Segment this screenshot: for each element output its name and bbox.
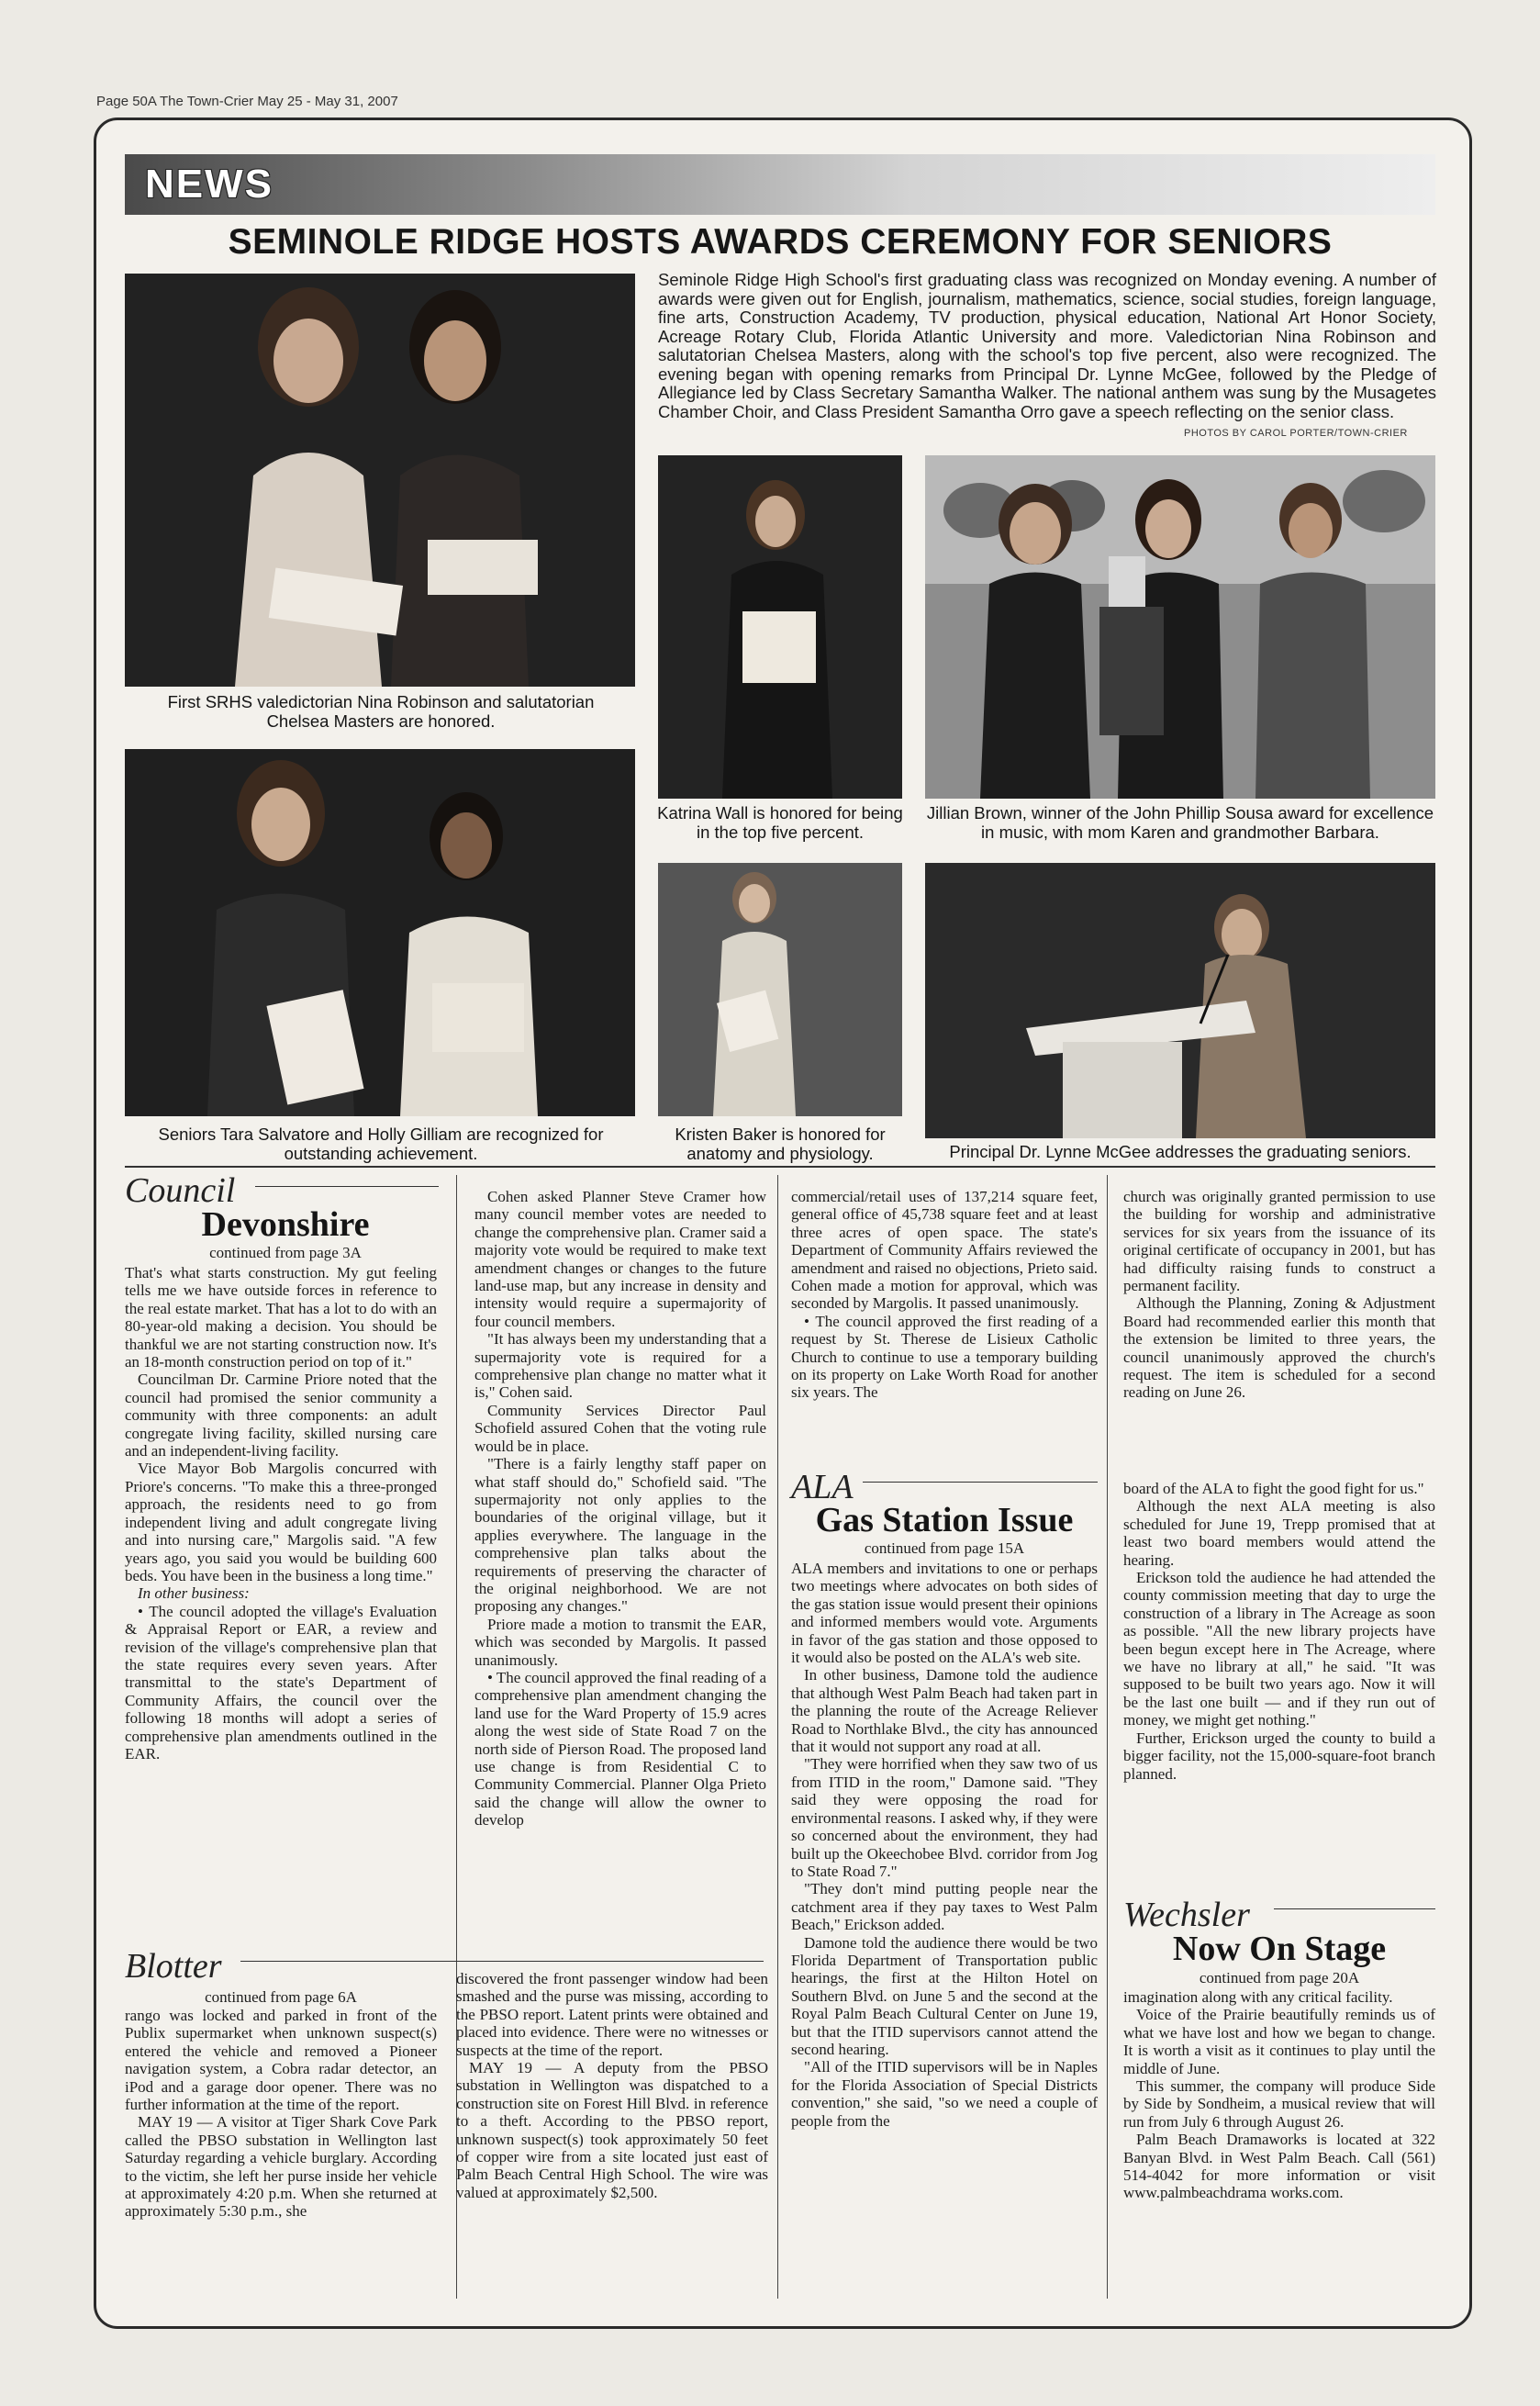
paragraph: MAY 19 — A visitor at Tiger Shark Cove Park called the PBSO substation in Wellington last Saturday regarding a vehicle burglary. According to the victim, she left her purse inside her vehicle at approximately 4:20 p.m. When she returned at approximately 5:30 p.m., she <box>125 2113 437 2221</box>
paragraph: Although the Planning, Zoning & Adjustment Board had recommended earlier this month that the extension be limited to three years, the council unanimously approved the church's request. The item is scheduled for a second reading on June 26. <box>1123 1294 1435 1402</box>
council-column-2 <box>474 1188 766 1830</box>
caption-baker: Kristen Baker is honored for anatomy and physiology. <box>675 1125 886 1163</box>
paragraph: rango was locked and parked in front of the Publix supermarket when unknown suspect(s) entered the vehicle and removed a Pioneer navigation system, a Cobra radar detector, an iPod and a garage door opener. There was no further information at the time of the report. <box>125 2007 437 2114</box>
photo-credit: PHOTOS BY CAROL PORTER/TOWN-CRIER <box>1184 428 1408 439</box>
paragraph: • The council adopted the village's Evaluation & Appraisal Report or EAR, a review and revision of the village's comprehensive plan that the state requires every seven years. After transmittal to the state's Department of Community Affairs, the council over the following 18 months will adopt a series of comprehensive plan amendments outlined in the EAR. <box>125 1602 437 1763</box>
paragraph: Voice of the Prairie beautifully reminds us of what we have lost and how we began to change. It is worth a visit as it continues to play until the middle of June. <box>1123 2006 1435 2077</box>
paragraph: Priore made a motion to transmit the EAR, which was seconded by Margolis. It passed unanimously. <box>474 1615 766 1669</box>
paragraph: imagination along with any critical facility. <box>1123 1988 1393 2006</box>
paragraph: MAY 19 — A deputy from the PBSO substation in Wellington was dispatched to a construction site on Forest Hill Blvd. in reference to a theft. According to the PBSO report, unknown suspect(s) took approximately 50 feet of copper wire from a site located just east of Palm Beach Central High School. The wire was valued at approximately $2,500. <box>456 2059 768 2201</box>
paragraph: • The council approved the final reading of a comprehensive plan amendment changing the land use for the Ward Property of 15.9 acres along the west side of State Road 7 on the north side of Pierson Road. The proposed land use change is from Residential C to Community Commercial. Planner Olga Prieto said the change will allow the owner to develop <box>474 1668 766 1830</box>
wechsler-column-4 <box>1123 1988 1435 2202</box>
council-kicker-rule <box>255 1186 439 1187</box>
paragraph: board of the ALA to fight the good fight for us." <box>1123 1480 1424 1497</box>
paragraph: commercial/retail uses of 137,214 square feet, general office of 45,738 square feet and at least three acres of open space. The state's Department of Community Affairs reviewed the amendment and raised no objections, Prieto said. Cohen made a motion for approval, which was seconded by Margolis. It passed unanimously. <box>791 1188 1098 1313</box>
wechsler-continued: continued from page 20A <box>1199 1969 1360 1986</box>
ala-headline: Gas Station Issue <box>815 1501 1074 1539</box>
blotter-column-1 <box>125 2007 437 2221</box>
paragraph: "They don't mind putting people near the catchment area if they pay taxes to West Palm Beach," Erickson added. <box>791 1880 1098 1934</box>
paragraph: ALA members and invitations to one or perhaps two meetings where advocates on both sides of the gas station issue would present their opinions and informed members would vote. Arguments in favor of the gas station and those opposed to it would also be posted on the ALA's web site. <box>791 1560 1098 1667</box>
photo-wall <box>658 455 902 799</box>
ala-kicker: ALA <box>791 1468 854 1506</box>
paragraph: Further, Erickson urged the county to build a bigger facility, not the 15,000-square-foot branch planned. <box>1123 1729 1435 1783</box>
photo-mcgee <box>925 863 1435 1138</box>
ala-kicker-rule <box>863 1482 1098 1483</box>
blotter-continued: continued from page 6A <box>205 1988 357 2006</box>
paragraph: Damone told the audience there would be two Florida Department of Transportation public hearings, the first at the Hilton Hotel on Southern Blvd. on June 5 and the second at the Royal Palm Beach Cultural Center on June 19, but that the ITID supervisors cannot attend the second hearing. <box>791 1933 1098 2058</box>
photo-salvatore-gilliam <box>125 749 635 1116</box>
blotter-column-2 <box>456 1970 768 2201</box>
caption-brown: Jillian Brown, winner of the John Phillip Sousa award for excellence in music, with mom Karen and grandmother Barbara. <box>926 803 1434 842</box>
section-banner <box>125 154 1435 215</box>
caption-mcgee: Principal Dr. Lynne McGee addresses the graduating seniors. <box>949 1142 1412 1161</box>
paragraph: Palm Beach Dramaworks is located at 322 Banyan Blvd. in West Palm Beach. Call (561) 514-4042 for more information or visit www.palmbeachdrama works.com. <box>1123 2131 1435 2202</box>
ala-column-3 <box>791 1560 1098 2130</box>
paragraph: "It has always been my understanding that a supermajority vote is required for a comprehensive plan change no matter what it is," Cohen said. <box>474 1330 766 1402</box>
photo-robinson-masters <box>125 274 635 687</box>
ala-column-4 <box>1123 1480 1435 1783</box>
photo-baker <box>658 863 902 1116</box>
paragraph: church was originally granted permission to use the building for worship and administrative services for six years from the issuance of its original certificate of occupancy in 2001, but has had difficulty raising funds to construct a permanent facility. <box>1123 1188 1435 1295</box>
caption-wall: Katrina Wall is honored for being in the top five percent. <box>657 803 903 842</box>
paragraph: In other business, Damone told the audience that although West Palm Beach had taken part in the planning the route of the Acreage Reliever Road to Northlake Blvd., the city has announced that it would not support any road at all. <box>791 1666 1098 1756</box>
paragraph: "They were horrified when they saw two of us from ITID in the room," Damone said. "They said they were opposing the road for environmental reasons. I asked why, if they were so concerned about the environment, they had built up the Okeechobee Blvd. corridor from Jog to State Road 7." <box>791 1755 1098 1880</box>
paragraph: Cohen asked Planner Steve Cramer how many council member votes are needed to change the comprehensive plan. Cramer said a majority vote would be required to make text amendment changes or changes to the future land-use map, but any increase in density and intensity would require a supermajority of four council members. <box>474 1188 766 1330</box>
page-folio: Page 50A The Town-Crier May 25 - May 31, 2007 <box>96 94 398 109</box>
paragraph: Community Services Director Paul Schofield assured Cohen that the voting rule would be in place. <box>474 1401 766 1455</box>
column-divider <box>1107 1175 1108 2299</box>
section-rule <box>125 1166 1435 1168</box>
caption-salvatore-gilliam: Seniors Tara Salvatore and Holly Gilliam are recognized for outstanding achievement. <box>158 1125 604 1163</box>
council-column-1 <box>125 1264 437 1763</box>
paragraph: discovered the front passenger window had been smashed and the purse was missing, according to the PBSO report. Latent prints were obtained and placed into evidence. There were no witnesses or suspects at the time of the report. <box>456 1970 768 2059</box>
wechsler-kicker: Wechsler <box>1123 1896 1250 1934</box>
paragraph: Although the next ALA meeting is also scheduled for June 19, Trepp promised that at least two board members would attend the hearing. <box>1123 1497 1435 1569</box>
paragraph: This summer, the company will produce Side by Side by Sondheim, a musical review that will run from July 6 through August 26. <box>1123 2077 1435 2131</box>
wechsler-headline: Now On Stage <box>1172 1930 1387 1968</box>
council-column-3 <box>791 1188 1098 1402</box>
paragraph: Vice Mayor Bob Margolis concurred with Priore's concerns. "To make this a three-pronged approach, the residents need to go from independent living and adult congregate living and into nursing care," Margolis said. "A few years ago, you said you would be building 600 beds. You have been in the business a long time." <box>125 1460 437 1584</box>
paragraph: Erickson told the audience he had attended the county commission meeting that day to urge the construction of a library in The Acreage as soon as possible. "All the new library projects have been begun except here in The Acreage, where we have no library at all," he said. "It was supposed to be built two years ago. Now it will be the last one built — and if they run out of money, we might get nothing." <box>1123 1569 1435 1729</box>
section-banner-label: NEWS <box>145 162 273 207</box>
ala-continued: continued from page 15A <box>864 1539 1025 1557</box>
photo-brown <box>925 455 1435 799</box>
headline: SEMINOLE RIDGE HOSTS AWARDS CEREMONY FOR SENIORS <box>228 222 1333 262</box>
paragraph: • The council approved the first reading of a request by St. Therese de Lisieux Catholic Church to continue to use a temporary building on its property on Lake Worth Road for another six years. The <box>791 1312 1098 1402</box>
paragraph: In other business: <box>138 1584 250 1603</box>
council-kicker: Council <box>125 1171 236 1210</box>
paragraph: "There is a fairly lengthy staff paper on what staff should do," Schofield said. "The supermajority not only applies to the boundaries of the original village, but it applies everywhere. The language in the comprehensive plan talks about the requirements of preserving the character of the original neighborhood. We are not proposing any changes." <box>474 1455 766 1616</box>
paragraph: "All of the ITID supervisors will be in Naples for the Florida Association of Special Districts convention," she said, "so we need a couple of people from the <box>791 2058 1098 2130</box>
column-divider <box>777 1175 778 2299</box>
council-continued: continued from page 3A <box>209 1244 362 1261</box>
council-column-4 <box>1123 1188 1435 1402</box>
blotter-kicker: Blotter <box>125 1947 222 1986</box>
blotter-kicker-rule <box>240 1961 764 1962</box>
council-headline: Devonshire <box>201 1205 370 1244</box>
paragraph: That's what starts construction. My gut feeling tells me we have outside forces in reference to the real estate market. That has a lot to do with an 80-year-old making a decision. You should be thankful we are not starting construction now. It's an 18-month construction period on top of it." <box>125 1264 437 1371</box>
wechsler-kicker-rule <box>1274 1908 1435 1909</box>
caption-robinson-masters: First SRHS valedictorian Nina Robinson and salutatorian Chelsea Masters are honored. <box>167 692 595 731</box>
paragraph: Councilman Dr. Carmine Priore noted that the council had promised the senior community a community with three components: an adult congregate living facility, skilled nursing care and an independent-living facility. <box>125 1371 437 1460</box>
intro-paragraph: Seminole Ridge High School's first graduating class was recognized on Monday evening. A number of awards were given out for English, journalism, mathematics, science, social studies, foreign language, fine arts, Construction Academy, TV production, physical education, National Art Honor Society, Acreage Rotary Club, Florida Atlantic University and more. Valedictorian Nina Robinson and salutatorian Chelsea Masters, along with the school's top five percent, also were recognized. The evening began with opening remarks from Principal Dr. Lynne McGee, followed by the Pledge of Allegiance led by Class Secretary Samantha Walker. The national anthem was sung by the Musagetes Chamber Choir, and Class President Samantha Orro gave a speech reflecting on the senior class. <box>658 270 1436 421</box>
